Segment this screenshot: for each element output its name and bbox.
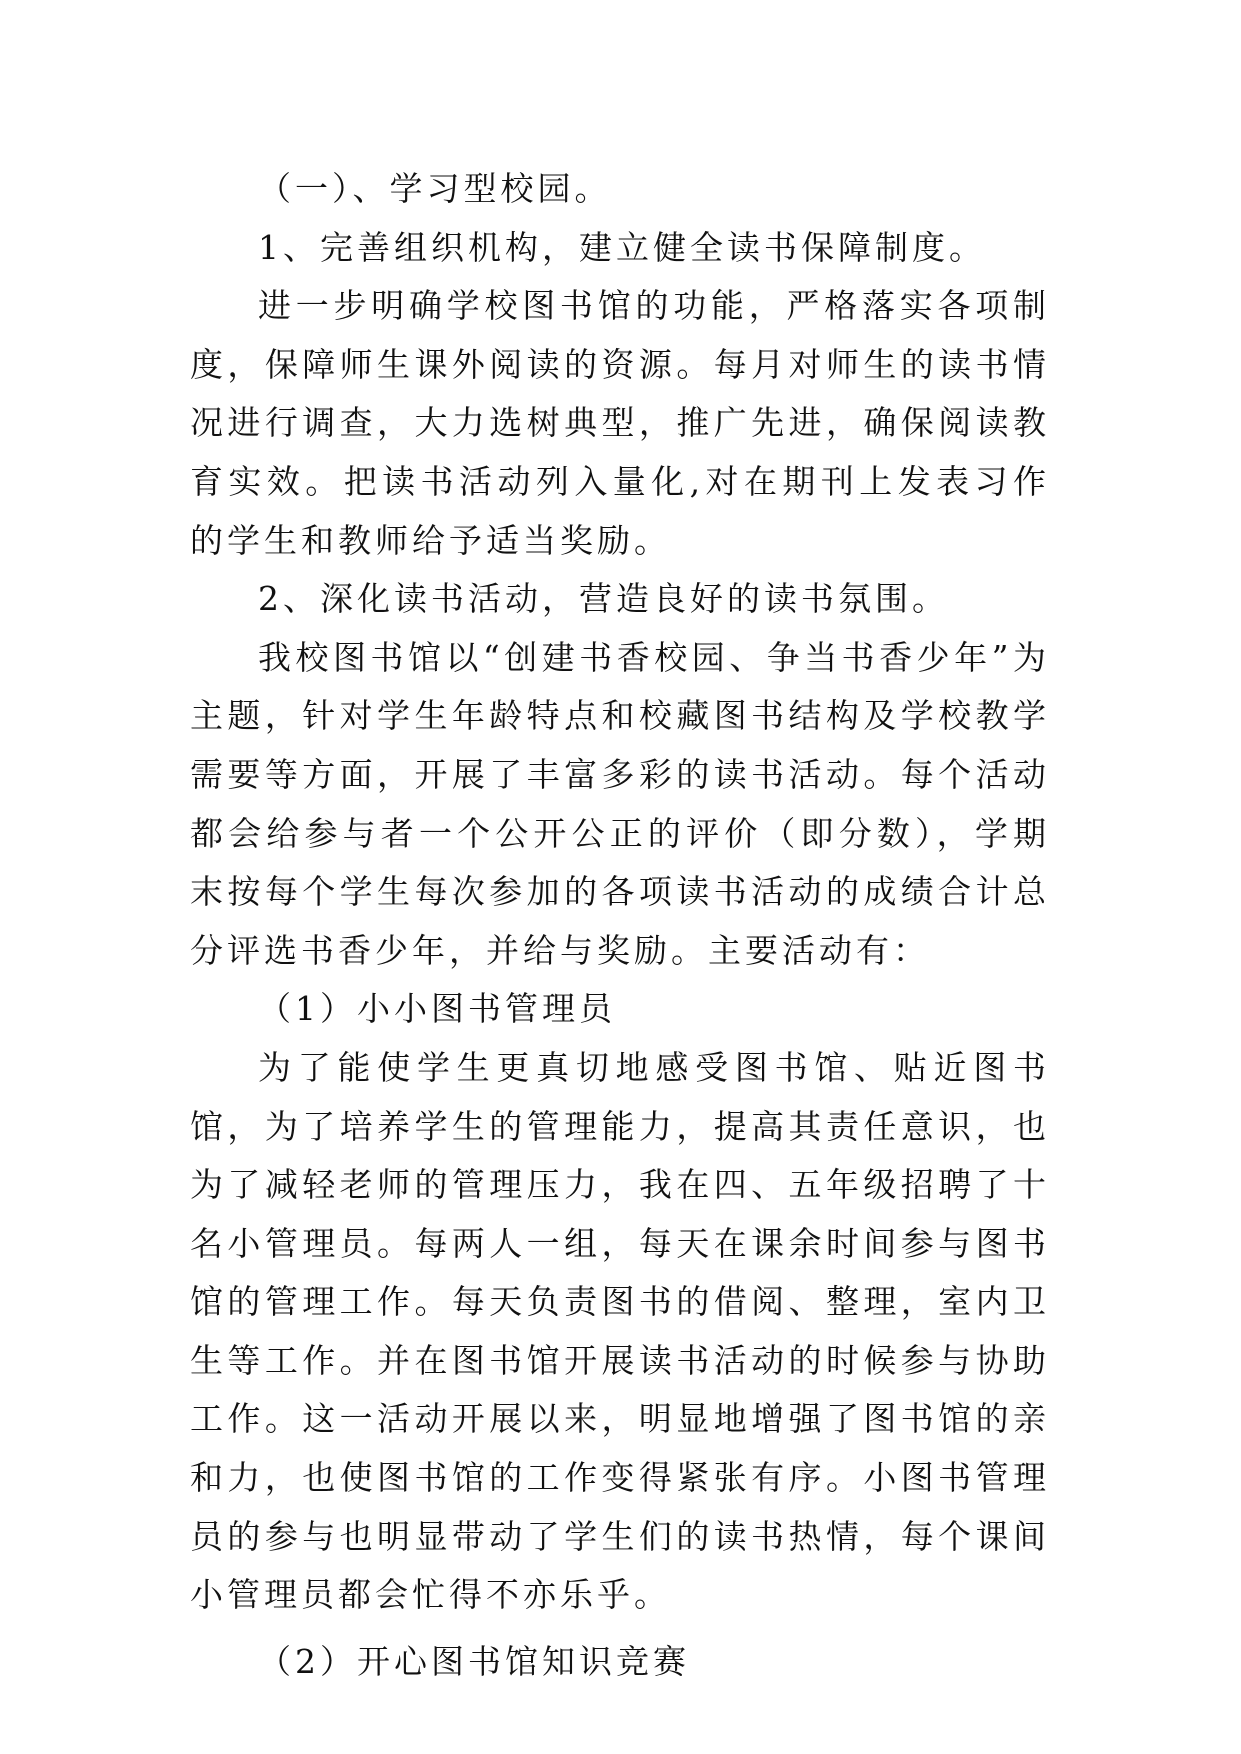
activity-heading-1: （1）小小图书管理员 bbox=[258, 989, 616, 1029]
paragraph-library-function: 进一步明确学校图书馆的功能，严格落实各项制度，保障师生课外阅读的资源。每月对师生的读书情况进行调查，大力选树典型，推广先进，确保阅读教育实效。把读书活动列入量化,对在期刊上发表习作的学生和教师给予适当奖励。 bbox=[190, 286, 1050, 560]
subsection-heading-1: 1、完善组织机构，建立健全读书保障制度。 bbox=[258, 227, 986, 267]
subsection-heading-2: 2、深化读书活动，营造良好的读书氛围。 bbox=[258, 579, 949, 619]
section-heading: （一）、学习型校园。 bbox=[258, 169, 612, 208]
document-body bbox=[190, 160, 1050, 1691]
paragraph-reading-activities: 我校图书馆以“创建书香校园、争当书香少年”为主题，针对学生年龄特点和校藏图书结构及学校教学需要等方面，开展了丰富多彩的读书活动。每个活动都会给参与者一个公开公正的评价（即分数），学期末按每个学生每次参加的各项读书活动的成绩合计总分评选书香少年，并给与奖励。主要活动有： bbox=[190, 637, 1050, 970]
paragraph-little-librarians: 为了能使学生更真切地感受图书馆、贴近图书馆，为了培养学生的管理能力，提高其责任意识，也为了减轻老师的管理压力，我在四、五年级招聘了十名小管理员。每两人一组，每天在课余时间参与图书馆的管理工作。每天负责图书的借阅、整理，室内卫生等工作。并在图书馆开展读书活动的时候参与协助工作。这一活动开展以来，明显地增强了图书馆的亲和力，也使图书馆的工作变得紧张有序。小图书管理员的参与也明显带动了学生们的读书热情，每个课间小管理员都会忙得不亦乐乎。 bbox=[190, 1047, 1050, 1615]
activity-heading-2: （2）开心图书馆知识竞赛 bbox=[258, 1641, 690, 1681]
